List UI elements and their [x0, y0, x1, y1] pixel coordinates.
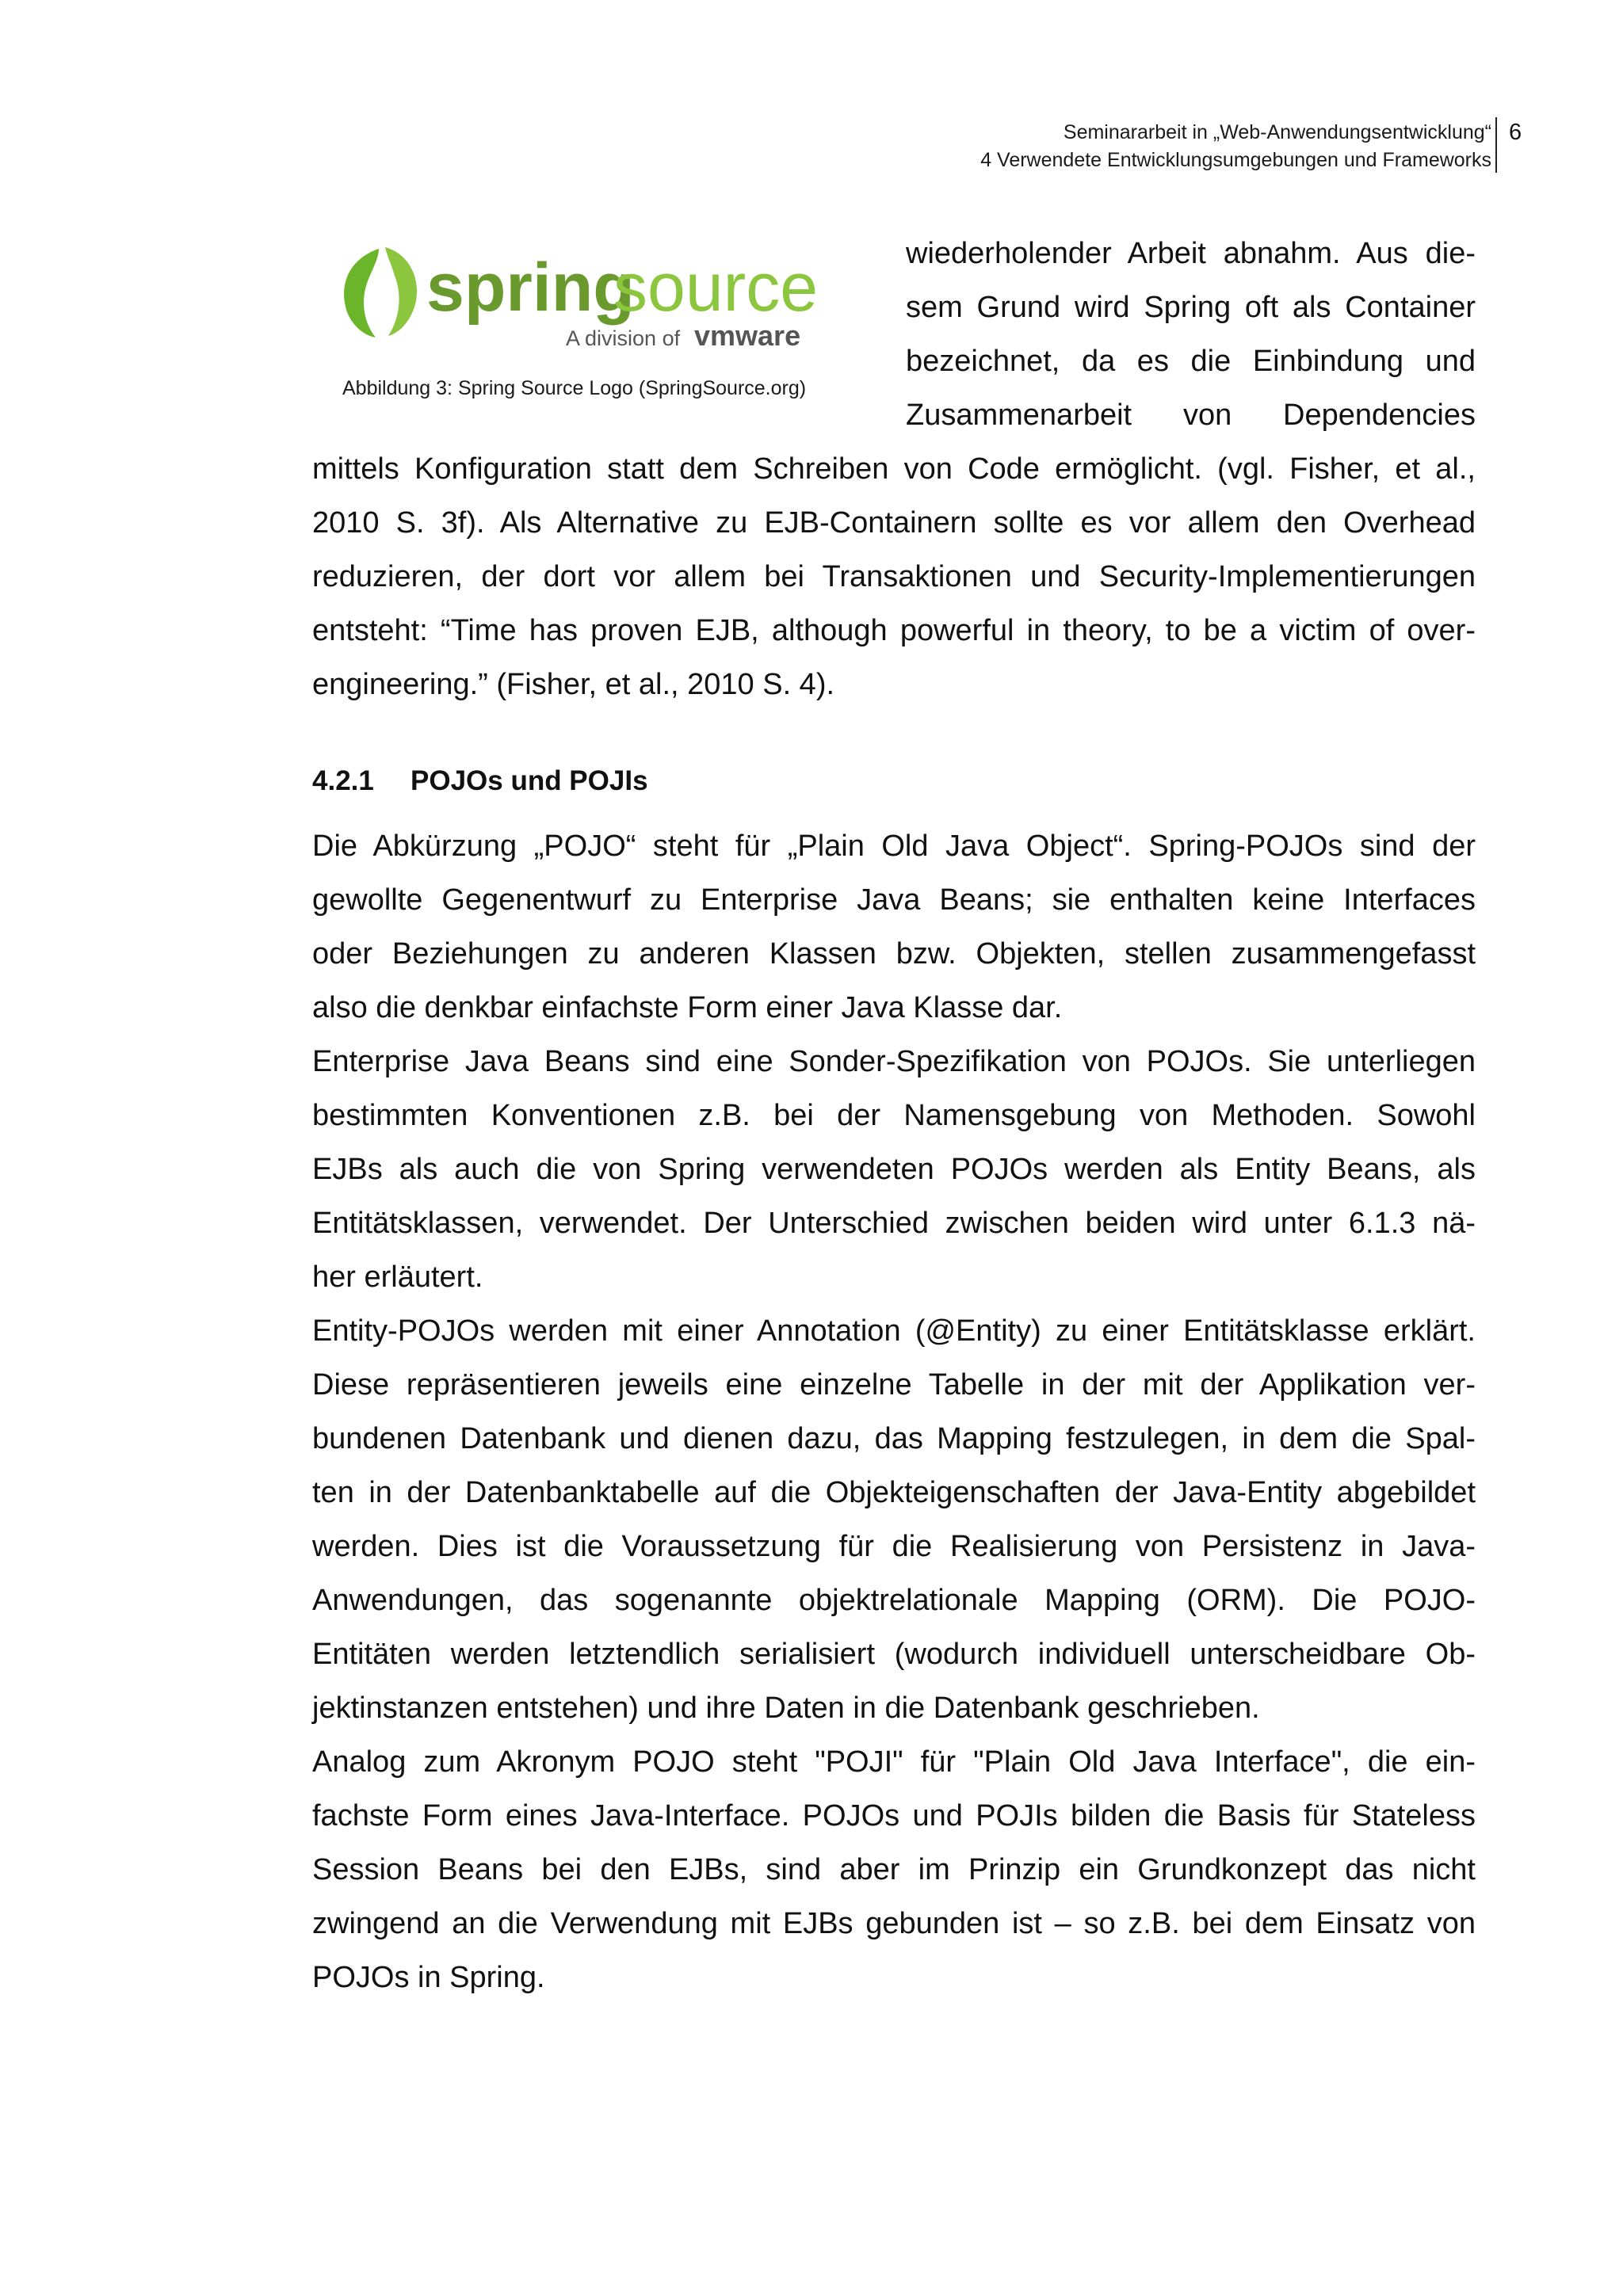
- header-divider: [1495, 117, 1497, 173]
- text-line: Analog zum Akronym POJO steht "POJI" für "Plain Old Java Interface", die ein-: [312, 1745, 1476, 1779]
- text-line: 2010 S. 3f). Als Alternative zu EJB-Containern sollte es vor allem den Overhead: [312, 506, 1476, 540]
- text-line: bestimmten Konventionen z.B. bei der Namensgebung von Methoden. Sowohl: [312, 1099, 1476, 1132]
- logo-word-spring: spring: [426, 250, 635, 326]
- header-title: Seminararbeit in „Web-Anwendungsentwicklung“: [1063, 121, 1491, 143]
- text-line: Entitäten werden letztendlich serialisiert (wodurch individuell unterscheidbare Ob-: [312, 1638, 1476, 1671]
- text-line: Session Beans bei den EJBs, sind aber im Prinzip ein Grundkonzept das nicht: [312, 1853, 1476, 1886]
- text-line: gewollte Gegenentwurf zu Enterprise Java Beans; sie enthalten keine Interfaces: [312, 883, 1476, 917]
- text-line: zwingend an die Verwendung mit EJBs gebunden ist – so z.B. bei dem Einsatz von: [312, 1907, 1476, 1940]
- logo-word-source: source: [613, 250, 819, 326]
- text-line: also die denkbar einfachste Form einer Java Klasse dar.: [312, 991, 1063, 1024]
- text-line: bezeichnet, da es die Einbindung und: [906, 345, 1476, 378]
- text-line: Diese repräsentieren jeweils eine einzelne Tabelle in der mit der Applikation ver-: [312, 1368, 1476, 1402]
- text-line: reduzieren, der dort vor allem bei Transaktionen und Security-Implementierungen: [312, 560, 1476, 593]
- text-line: Entitätsklassen, verwendet. Der Unterschied zwischen beiden wird unter 6.1.3 nä-: [312, 1207, 1476, 1240]
- springsource-logo: [333, 235, 888, 353]
- text-line: bundenen Datenbank und dienen dazu, das Mapping festzulegen, in dem die Spal-: [312, 1422, 1476, 1455]
- text-line: Zusammenarbeit von Dependencies: [906, 399, 1476, 432]
- text-line: engineering.” (Fisher, et al., 2010 S. 4).: [312, 668, 835, 701]
- text-line: POJOs in Spring.: [312, 1961, 545, 1994]
- text-line: oder Beziehungen zu anderen Klassen bzw. Objekten, stellen zusammengefasst: [312, 937, 1476, 971]
- text-line: mittels Konfiguration statt dem Schreiben von Code ermöglicht. (vgl. Fisher, et al.,: [312, 452, 1476, 486]
- text-line: fachste Form eines Java-Interface. POJOs und POJIs bilden die Basis für Stateless: [312, 1799, 1476, 1833]
- logo-vmware: vmware: [694, 319, 801, 352]
- text-line: Entity-POJOs werden mit einer Annotation (@Entity) zu einer Entitätsklasse erklärt.: [312, 1314, 1476, 1348]
- text-line: sem Grund wird Spring oft als Container: [906, 291, 1476, 324]
- text-line: Enterprise Java Beans sind eine Sonder-Spezifikation von POJOs. Sie unterliegen: [312, 1045, 1476, 1078]
- page-number: 6: [1509, 120, 1522, 145]
- text-line: Die Abkürzung „POJO“ steht für „Plain Old Java Object“. Spring-POJOs sind der: [312, 830, 1476, 863]
- section-number: 4.2.1: [312, 765, 374, 796]
- logo-tagline: A division of: [566, 326, 681, 350]
- header-chapter: 4 Verwendete Entwicklungsumgebungen und Frameworks: [980, 149, 1491, 171]
- text-line: werden. Dies ist die Voraussetzung für die Realisierung von Persistenz in Java-: [312, 1530, 1476, 1563]
- text-line: wiederholender Arbeit abnahm. Aus die-: [906, 237, 1476, 270]
- spring-leaf-icon: [344, 247, 417, 338]
- text-line: jektinstanzen entstehen) und ihre Daten in die Datenbank geschrieben.: [312, 1691, 1260, 1725]
- springsource-logo-figure: [333, 235, 888, 353]
- section-title: POJOs und POJIs: [411, 765, 648, 796]
- text-line: ten in der Datenbanktabelle auf die Objekteigenschaften der Java-Entity abgebildet: [312, 1476, 1476, 1509]
- text-line: EJBs als auch die von Spring verwendeten POJOs werden als Entity Beans, als: [312, 1153, 1476, 1186]
- section-heading: [312, 764, 648, 799]
- text-line: entsteht: “Time has proven EJB, although powerful in theory, to be a victim of over-: [312, 614, 1476, 647]
- figure-caption: Abbildung 3: Spring Source Logo (SpringSource.org): [342, 377, 807, 399]
- running-header: [980, 119, 1491, 174]
- text-line: Anwendungen, das sogenannte objektrelationale Mapping (ORM). Die POJO-: [312, 1584, 1476, 1617]
- text-line: her erläutert.: [312, 1261, 483, 1294]
